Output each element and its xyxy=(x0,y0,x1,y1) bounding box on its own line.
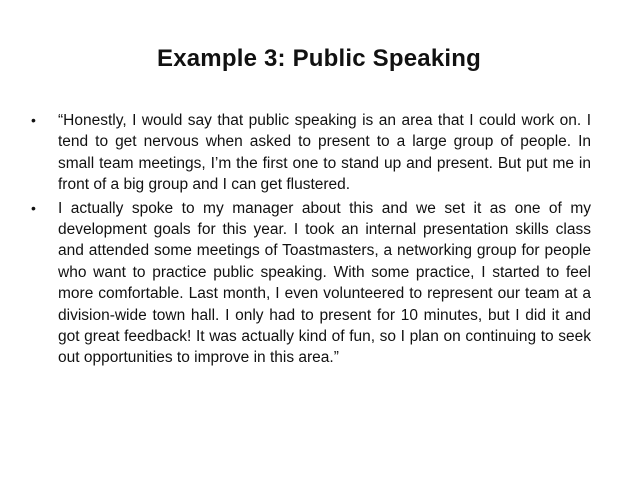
bullet-list xyxy=(31,110,591,371)
bullet-icon: • xyxy=(31,199,36,216)
bullet-icon: • xyxy=(31,112,36,128)
slide-title: Example 3: Public Speaking xyxy=(157,45,481,72)
bullet-text: “Honestly, I would say that public speaking is an area that I could work on. I tend to get nervous when asked to present to a large group of people. In small team meetings, I’m the first one to stand up and present. But put me in front of a big group and I can get flustered. xyxy=(58,112,591,194)
bullet-text: I actually spoke to my manager about this and we set it as one of my development goals for this year. I took an internal presentation skills class and attended some meetings of Toastmasters, a networking group for people who want to practice public speaking. With some practice, I started to feel more comfortable. Last month, I even volunteered to represent our team at a division-wide town hall. I only had to present for 10 minutes, but I did it and got great feedback! It was actually kind of fun, so I plan on continuing to seek out opportunities to improve in this area.” xyxy=(58,199,591,367)
bullet-item-improvement-story xyxy=(31,198,591,369)
bullet-item-answer-intro xyxy=(31,110,591,196)
